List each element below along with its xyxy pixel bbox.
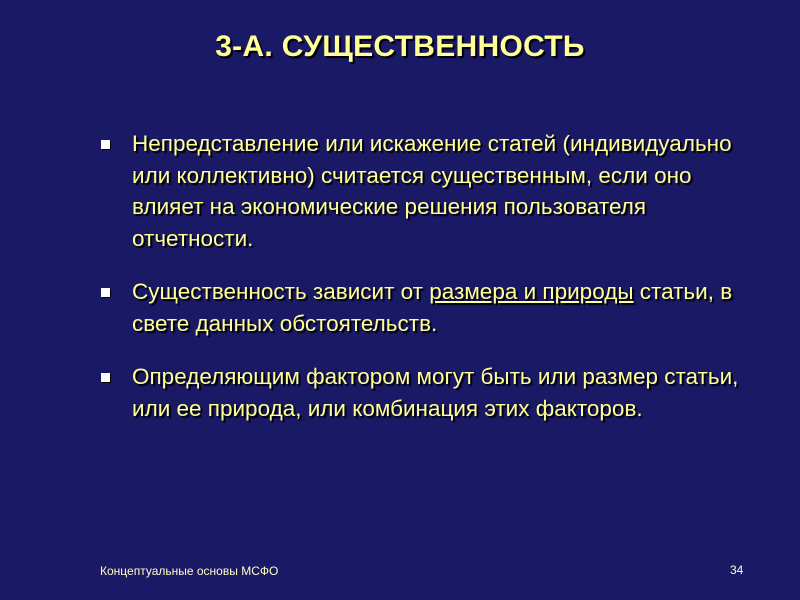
bullet-text-3: Определяющим фактором могут быть или размер статьи, или ее природа, или комбинация этих факторов. [132,364,739,421]
bullet-item-2 [100,276,760,339]
page-number: 34 [730,563,744,577]
bullet-item-3 [100,361,760,424]
square-bullet-icon [101,140,110,149]
footer-text: Концептуальные основы МСФО [100,564,279,578]
slide-title: 3-А. СУЩЕСТВЕННОСТЬ [215,30,585,63]
bullet-text-1: Непредставление или искажение статей (индивидуально или коллективно) считается существенным, если оно влияет на экономические решения пользователя отчетности. [132,131,732,251]
bullet-item-1 [100,128,760,254]
bullet-list [100,128,760,446]
bullet-text-2-before: Существенность зависит от [132,279,430,304]
bullet-text-2-after: статьи, в свете данных обстоятельств. [132,279,733,336]
bullet-text-2-underlined: размера и природы [429,279,634,304]
square-bullet-icon [101,288,110,297]
square-bullet-icon [101,373,110,382]
